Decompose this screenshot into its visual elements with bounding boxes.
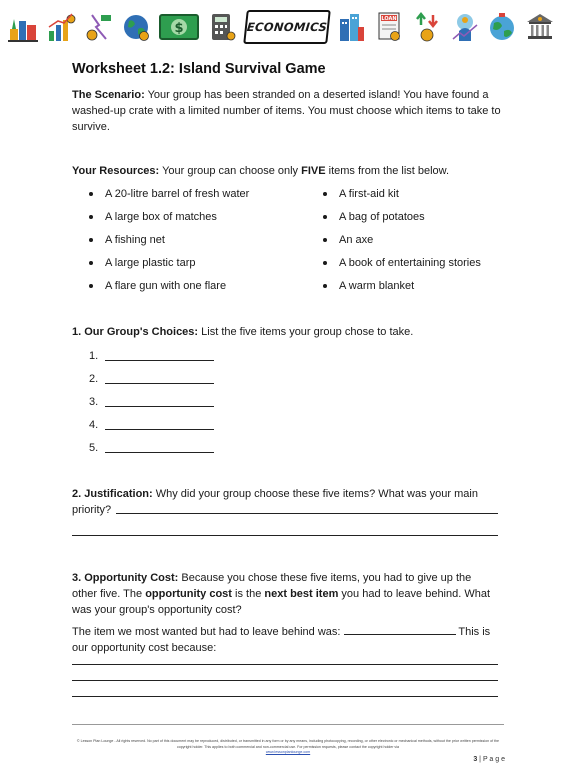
opportunity-prompt-after: This is our opportunity cost because: [72,626,491,654]
dollar-bill-icon [159,11,199,43]
opportunity-answer-line-1[interactable] [72,664,498,665]
office-buildings-icon [336,11,366,43]
opportunity-prompt [72,623,498,656]
choice-number: 2. [89,373,99,385]
list-item: A book of entertaining stories [323,255,481,278]
world-icon [487,11,517,43]
page-number-value: 3 [473,756,478,763]
list-item: A first-aid kit [323,186,481,209]
svg-text:$: $ [174,21,184,36]
list-item: A fishing net [89,232,249,255]
justification-text-line1: Why did your group choose these five items? What was your main [155,488,478,500]
economics-logo-text: ECONOMICS [245,20,328,34]
loan-document-icon [374,11,404,43]
list-item: An axe [323,232,481,255]
copyright-text: © Lesson Plan Lounge - All rights reserved. No part of this document may be reproduced, distributed, or transmitted in any form or by any means, including photocopying, recording, or other electronic or mechanical methods, without the prior written permission of the copyright holder. This applies to both commercial and non-commercial use. For permission requests, please contact the copyright holder via [76,739,500,749]
choice-number: 4. [89,419,99,431]
opportunity-answer-line-3[interactable] [72,696,498,697]
header-banner [8,8,555,46]
justification-label: 2. Justification: [72,488,153,500]
justification-answer-line-2[interactable] [72,535,498,536]
resources-emphasis: FIVE [301,165,326,177]
choice-blank-5[interactable] [105,440,214,453]
opportunity-term: opportunity cost [145,588,232,600]
list-item: A large box of matches [89,209,249,232]
page-label: P a g e [482,756,505,763]
calculator-icon [207,11,237,43]
person-growth-icon [450,11,480,43]
opportunity-text-a: Because you chose these five items, you had to give up the other five. The [72,572,472,600]
list-item: A large plastic tarp [89,255,249,278]
choices-text: List the five items your group chose to take. [201,326,414,338]
choice-row [89,417,214,440]
choice-blank-1[interactable] [105,348,214,361]
scenario-text: Your group has been stranded on a deserted island! You have found a washed-up crate with a limited number of items. You must choose which items to take to survive. [72,89,501,133]
opportunity-label: 3. Opportunity Cost: [72,572,179,584]
list-item: A bag of potatoes [323,209,481,232]
choice-row [89,348,214,371]
page-number: 3 | P a g e [473,756,505,763]
website-link[interactable]: www.lessonplanlounge.com [265,750,311,754]
resource-list-right [323,186,481,301]
opportunity-term2: next best item [264,588,339,600]
choice-blank-4[interactable] [105,417,214,430]
copyright-notice [72,739,504,756]
resources-text-before: Your group can choose only [162,165,299,177]
opportunity-prompt-before: The item we most wanted but had to leave behind was: [72,626,341,638]
list-item: A flare gun with one flare [89,278,249,301]
globe-money-icon [121,11,151,43]
resource-list-left [89,186,249,301]
choice-number: 5. [89,442,99,454]
choices-label: 1. Our Group's Choices: [72,326,199,338]
choice-row [89,440,214,463]
opportunity-text-c: you had to leave behind. What was your group's opportunity cost? [72,588,491,616]
bar-chart-money-icon [46,11,76,43]
opportunity-item-blank[interactable] [344,623,456,635]
choices-list [89,348,214,463]
worksheet-title: Worksheet 1.2: Island Survival Game [72,61,326,77]
justification-answer-line-1[interactable] [116,513,498,514]
scenario-paragraph [72,87,502,135]
svg-text:LOAN: LOAN [381,16,397,22]
falling-money-icon [84,11,114,43]
footer-divider [72,724,504,725]
coin-price-arrows-icon [412,11,442,43]
resources-label: Your Resources: [72,165,160,177]
choice-number: 1. [89,350,99,362]
opportunity-text-b: is the [235,588,262,600]
choice-blank-3[interactable] [105,394,214,407]
choices-paragraph [72,324,502,340]
opportunity-paragraph [72,570,498,618]
resources-text-after: items from the list below. [328,165,450,177]
opportunity-answer-line-2[interactable] [72,680,498,681]
justification-text-line2: priority? [72,504,112,516]
choice-row [89,371,214,394]
economics-logo [243,10,331,44]
scenario-label: The Scenario: [72,89,145,101]
choice-blank-2[interactable] [105,371,214,384]
list-item: A warm blanket [323,278,481,301]
bank-icon [525,11,555,43]
choice-number: 3. [89,396,99,408]
city-factory-icon [8,11,38,43]
resources-paragraph [72,163,502,179]
list-item: A 20-litre barrel of fresh water [89,186,249,209]
choice-row [89,394,214,417]
